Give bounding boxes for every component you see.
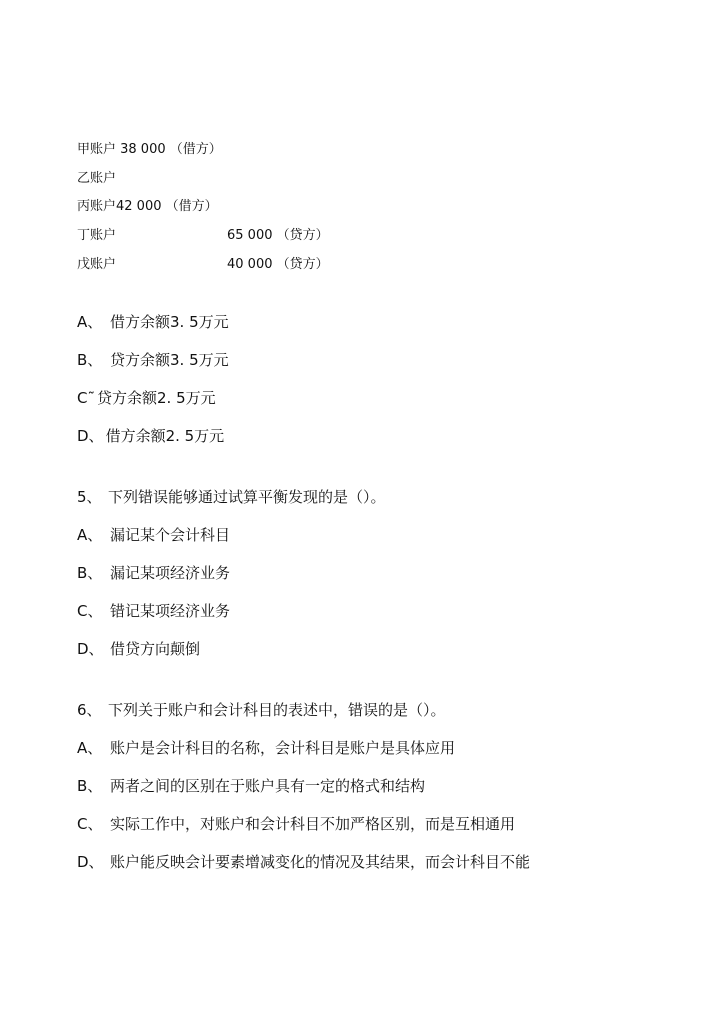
option-text: 借方余额2. 5万元	[105, 427, 225, 445]
option-label: D、	[77, 640, 104, 658]
q5-option-c	[77, 602, 231, 620]
q5-option-d	[77, 640, 201, 658]
option-label: B、	[77, 777, 103, 795]
option-text: 借贷方向颠倒	[110, 640, 201, 658]
q4-option-c	[77, 389, 216, 407]
option-label: B、	[77, 564, 103, 582]
question-number: 5、	[77, 488, 102, 506]
option-text: 实际工作中，对账户和会计科目不加严格区别，而是互相通用	[110, 815, 516, 833]
option-label: D、	[77, 853, 104, 871]
option-text: 贷方余额3. 5万元	[110, 351, 229, 369]
option-text: 账户能反映会计要素增减变化的情况及其结果，而会计科目不能	[110, 853, 531, 871]
option-text: 错记某项经济业务	[110, 602, 231, 620]
account-line-ding	[77, 228, 329, 244]
option-text: 贷方余额2. 5万元	[96, 389, 216, 407]
account-amount: 65 000 （贷方）	[227, 228, 329, 243]
q5-option-a	[77, 526, 231, 544]
option-text: 两者之间的区别在于账户具有一定的格式和结构	[110, 777, 426, 795]
option-label: C、	[77, 815, 103, 833]
option-label: A、	[77, 526, 103, 544]
account-text: 乙账户	[77, 171, 117, 186]
q4-option-b	[77, 351, 229, 369]
q4-option-d	[77, 427, 224, 445]
account-amount: 40 000 （贷方）	[227, 257, 329, 272]
q5-stem	[77, 488, 386, 506]
option-label: C、	[77, 602, 103, 620]
account-text: 丁账户	[77, 228, 117, 243]
option-text: 借方余额3. 5万元	[110, 313, 229, 331]
q6-option-c	[77, 815, 516, 833]
question-number: 6、	[77, 701, 102, 719]
q6-option-a	[77, 739, 456, 757]
option-label: A、	[77, 313, 103, 331]
q6-option-d	[77, 853, 531, 871]
q6-option-b	[77, 777, 426, 795]
option-label: A、	[77, 739, 103, 757]
q4-option-a	[77, 313, 229, 331]
account-text: 戊账户	[77, 257, 117, 272]
q5-option-b	[77, 564, 231, 582]
option-label: C˜	[77, 389, 95, 407]
account-line-wu	[77, 257, 329, 273]
account-line-yi	[77, 171, 116, 187]
q6-stem	[77, 701, 446, 719]
account-text: 甲账户 38 000 （借方）	[77, 142, 222, 157]
option-text: 漏记某个会计科目	[110, 526, 231, 544]
option-text: 账户是会计科目的名称，会计科目是账户是具体应用	[110, 739, 456, 757]
question-text: 下列关于账户和会计科目的表述中，错误的是（）。	[108, 701, 446, 719]
option-text: 漏记某项经济业务	[110, 564, 231, 582]
question-text: 下列错误能够通过试算平衡发现的是（）。	[108, 488, 386, 506]
account-text: 丙账户42 000 （借方）	[77, 199, 218, 214]
option-label: B、	[77, 351, 103, 369]
account-line-bing	[77, 199, 218, 215]
option-label: D、	[77, 427, 104, 445]
account-line-jia	[77, 142, 222, 158]
